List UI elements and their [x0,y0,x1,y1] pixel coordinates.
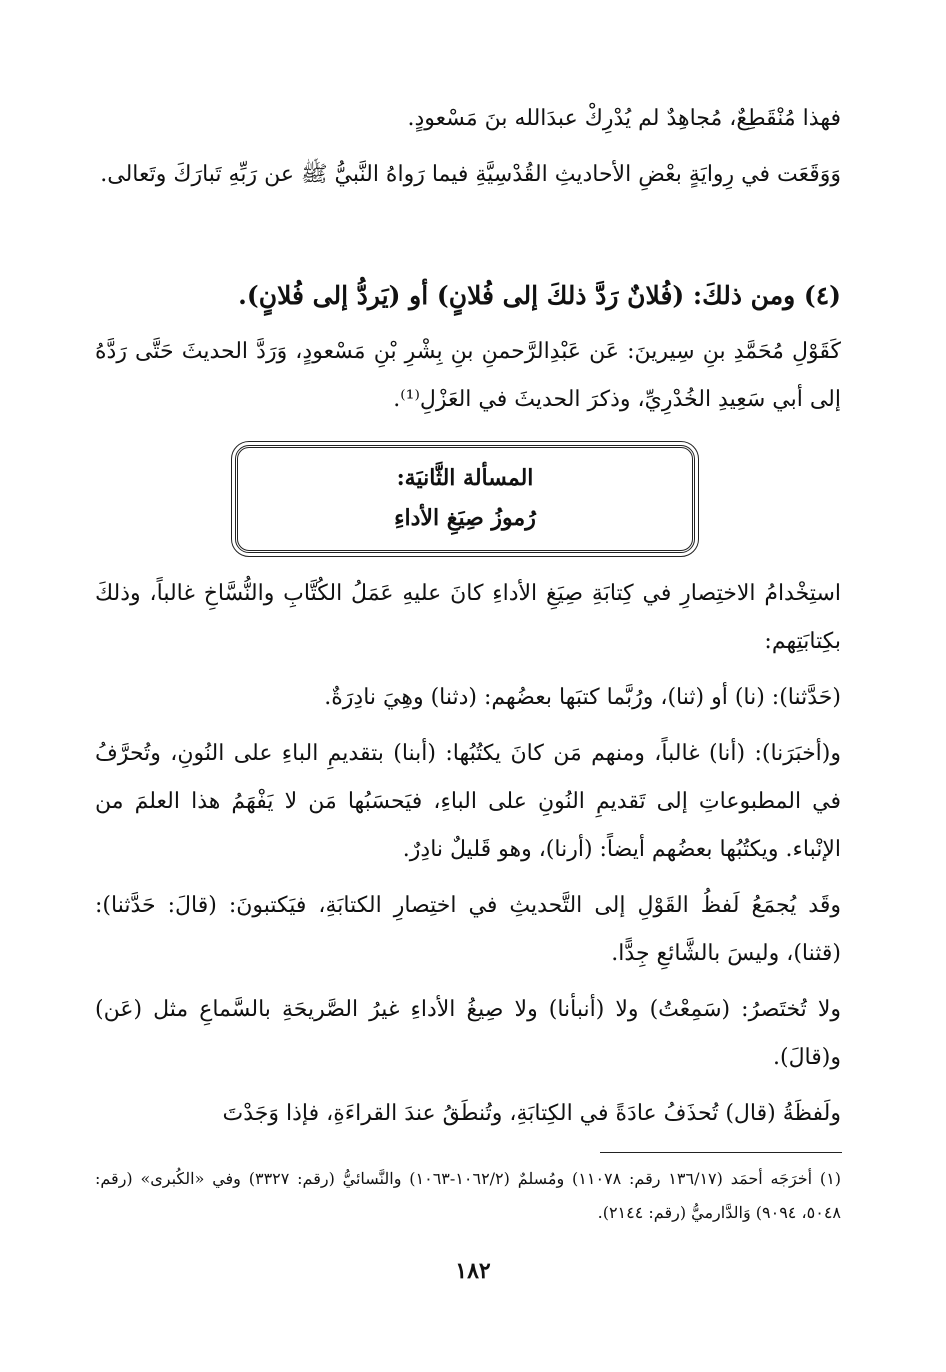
paragraph: وَوَقَعَت في رِوايَةٍ بعْضِ الأحاديثِ القُدْسِيَّةِ فيما رَواهُ النَّبيُّ ﷺ عن رَبِّهِ تَبارَكَ وتَعالى. [100,162,841,187]
paragraph: كَقَوْلِ مُحَمَّدِ بنِ سِيرينَ: عَن عَبْدِالرَّحمنِ بنِ بِشْرِ بْنِ مَسْعودٍ، وَرَدَّ الحديثَ حَتَّى رَدَّهُ إلى أبي سَعِيدِ الخُدْرِيِّ، وذكرَ الحديثَ في العَزْلِ⁽¹⁾. [95,339,841,412]
chapter-title-line-1: المسألة الثَّانيَة: [396,465,534,491]
page-number: ١٨٢ [455,1258,491,1284]
chapter-title-line-2: رُموزُ صِيَغِ الأداءِ [394,505,536,531]
paragraph: (حَدَّثنا): (نا) أو (ثنا)، ورُبَّما كتبَها بعضُهم: (دثنا) وهِيَ نادِرَةٌ. [324,685,841,710]
chapter-title-box [235,445,695,553]
paragraph: وقَد يُجمَعُ لَفظُ القَوْلِ إلى التَّحديثِ في اختِصارِ الكتابَةِ، فيَكتبونَ: (قالَ: حَدَّثنا): (قثنا)، وليسَ بالشَّائعِ جِدًّا. [95,893,841,966]
paragraph: استِخْدامُ الاختِصارِ في كِتابَةِ صِيَغِ الأداءِ كانَ عليهِ عَمَلُ الكُتَّابِ والنُّسَّاخِ غالباً، وذلكَ بكِتابَتِهم: [95,581,841,654]
paragraph: ولَفظَةُ (قال) تُحذَفُ عادَةً في الكِتابَةِ، وتُنطَقُ عندَ القراءَةِ، فإذا وَجَدْتَ [222,1101,841,1126]
footnotes [95,1162,841,1230]
footnote-divider [600,1152,842,1153]
footnote: (١) أخرَجَه أحمَد (١٣٦/١٧ رقم: ١١٠٧٨) ومُسلمٌ (١٠٦٢/٢-١٠٦٣) والنَّسائيُّ (رقم: ٣٣٢٧) وفي «الكُبرى» (رقم: ٥٠٤٨، ٩٠٩٤) وَالدَّارميُّ (رقم: ٢١٤٤). [95,1169,842,1222]
paragraph: فهذا مُنْقَطِعٌ، مُجاهِدٌ لم يُدْرِكْ عبدَالله بنَ مَسْعودٍ. [407,106,841,131]
paragraph: ولا تُختَصرُ: (سَمِعْتُ) ولا (أنبأنا) ولا صِيغُ الأداءِ غيرُ الصَّريحَةِ بالسَّماعِ مثل (عَن) و(قالَ). [95,997,841,1070]
paragraph: و(أخبَرَنا): (أنا) غالباً، ومنهم مَن كانَ يكتُبُها: (أبنا) بتقديمِ الباءِ على النُونِ، وتُحرَّفُ في المطبوعاتِ إلى تَقديمِ النُونِ على الباءِ، فيَحسَبُها مَن لا يَفْهَمُ هذا العلمَ من الإنْباء. ويكتُبُها بعضُهم أيضاً: (أرنا)، وهو قَليلٌ نادِرٌ. [95,741,841,862]
body-text [95,570,841,1138]
heading-text [95,328,841,424]
section-heading: (٤) ومن ذلكَ: (فُلانٌ رَدَّ ذلكَ إلى فُلانٍ) أو (يَردُّ إلى فُلانٍ). [238,281,841,310]
top-text [95,95,841,199]
